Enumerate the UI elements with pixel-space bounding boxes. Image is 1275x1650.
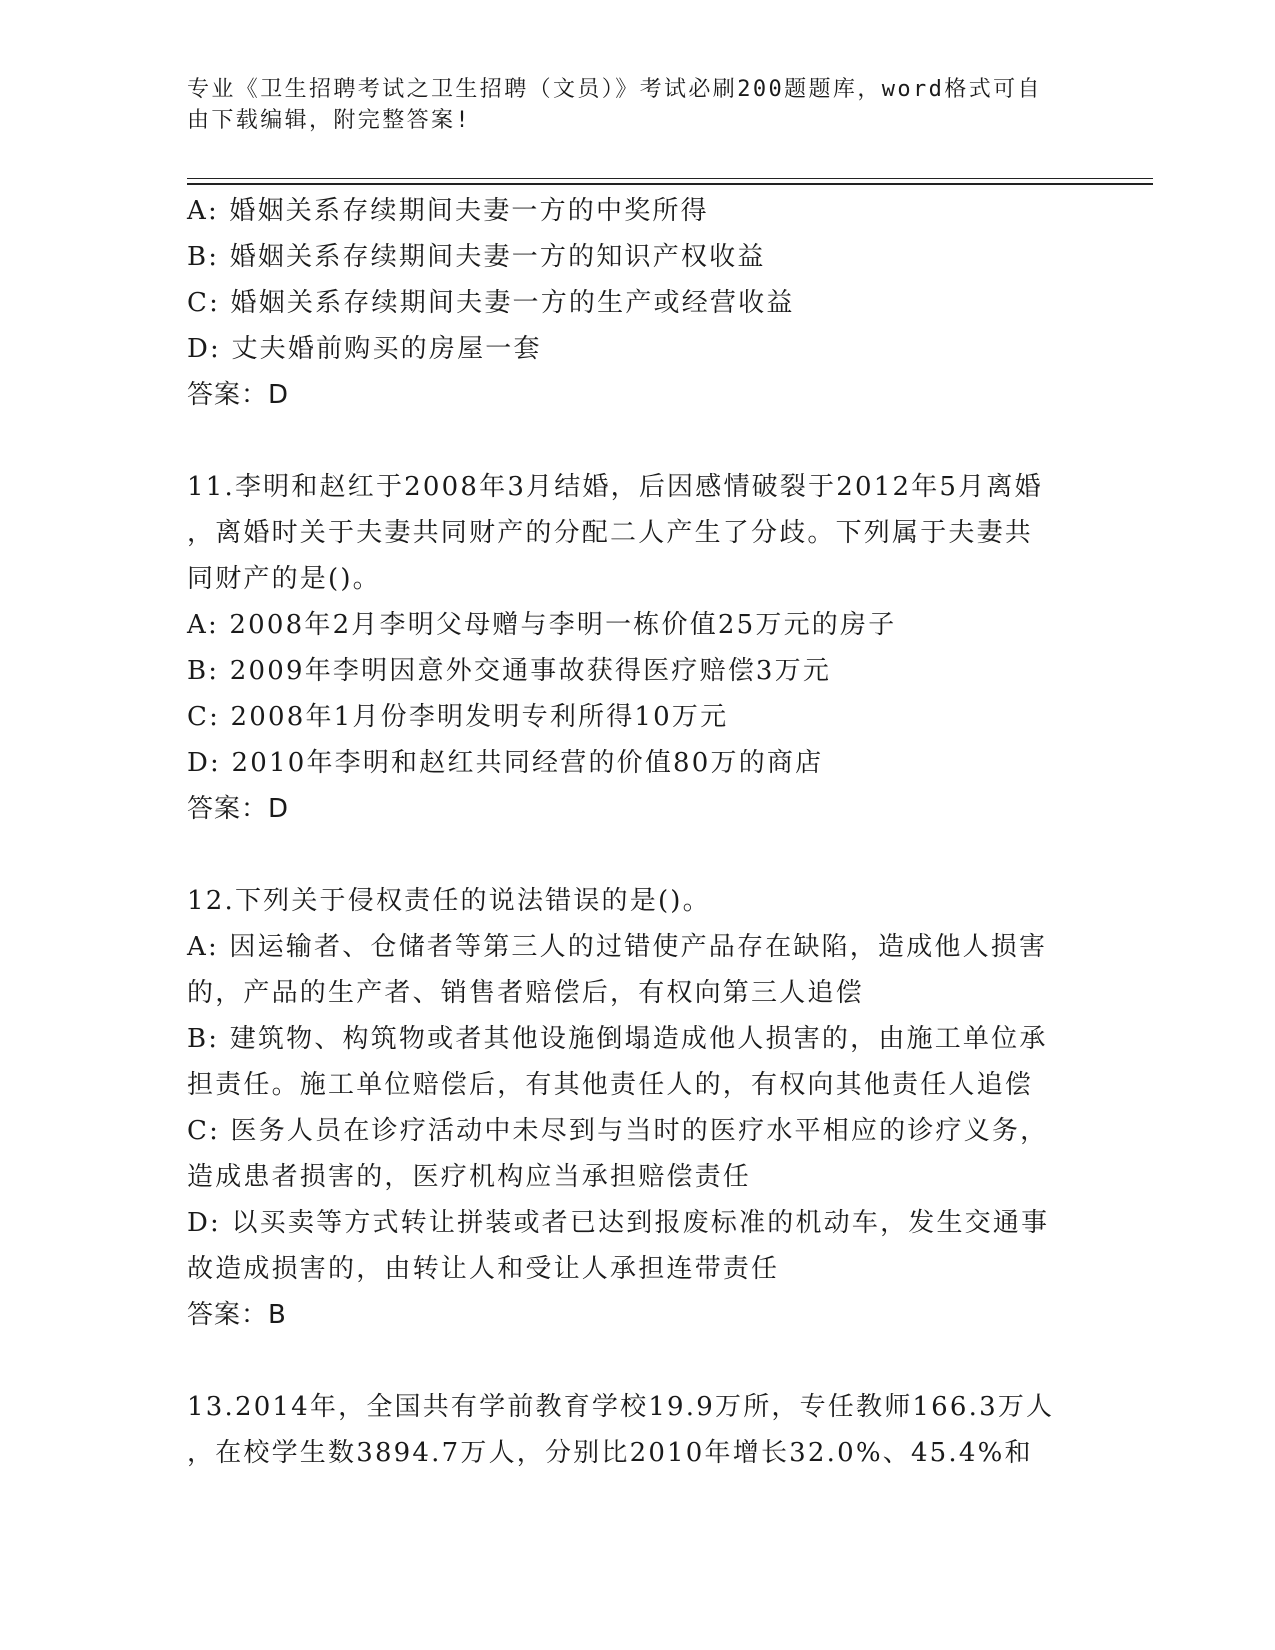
q13-stem-line-1: 13.2014年，全国共有学前教育学校19.9万所，专任教师166.3万人	[187, 1392, 1055, 1422]
q10-answer: 答案：D	[187, 380, 290, 410]
header-rule-thin	[187, 178, 1153, 179]
question-13	[187, 1384, 1087, 1476]
q11-option-c: C: 2008年1月份李明发明专利所得10万元	[187, 702, 729, 732]
spacer	[187, 832, 1087, 878]
q11-stem-line-3: 同财产的是()。	[187, 564, 381, 594]
q10-option-c: C: 婚姻关系存续期间夫妻一方的生产或经营收益	[187, 288, 795, 318]
spacer	[187, 1338, 1087, 1384]
spacer	[187, 418, 1087, 464]
header-rule-thick	[187, 183, 1153, 185]
header-line-1: 专业《卫生招聘考试之卫生招聘（文员）》考试必刷200题题库，word格式可自	[187, 77, 1042, 102]
q11-stem-line-2: ，离婚时关于夫妻共同财产的分配二人产生了分歧。下列属于夫妻共	[187, 518, 1034, 548]
q10-option-b: B: 婚姻关系存续期间夫妻一方的知识产权收益	[187, 242, 766, 272]
q12-answer: 答案：B	[187, 1300, 287, 1330]
q11-answer: 答案：D	[187, 794, 290, 824]
q11-option-d: D: 2010年李明和赵红共同经营的价值80万的商店	[187, 748, 824, 778]
document-body	[187, 188, 1087, 1476]
question-12	[187, 878, 1087, 1338]
question-10	[187, 188, 1087, 418]
q13-stem-line-2: ，在校学生数3894.7万人，分别比2010年增长32.0%、45.4%和	[187, 1438, 1033, 1468]
header-line-2: 由下载编辑，附完整答案!	[187, 108, 472, 133]
q11-option-b: B: 2009年李明因意外交通事故获得医疗赔偿3万元	[187, 656, 832, 686]
q12-option-b-line-2: 担责任。施工单位赔偿后，有其他责任人的，有权向其他责任人追偿	[187, 1070, 1034, 1100]
q12-option-a-line-2: 的，产品的生产者、销售者赔偿后，有权向第三人追偿	[187, 978, 864, 1008]
document-header	[187, 74, 1087, 136]
q12-option-c-line-2: 造成患者损害的，医疗机构应当承担赔偿责任	[187, 1162, 752, 1192]
q12-option-d-line-2: 故造成损害的，由转让人和受让人承担连带责任	[187, 1254, 780, 1284]
question-11	[187, 464, 1087, 832]
q10-option-d: D: 丈夫婚前购买的房屋一套	[187, 334, 542, 364]
q12-option-c-line-1: C: 医务人员在诊疗活动中未尽到与当时的医疗水平相应的诊疗义务，	[187, 1116, 1049, 1146]
q11-stem-line-1: 11.李明和赵红于2008年3月结婚，后因感情破裂于2012年5月离婚	[187, 472, 1043, 502]
q10-option-a: A: 婚姻关系存续期间夫妻一方的中奖所得	[187, 196, 709, 226]
q12-option-d-line-1: D: 以买卖等方式转让拼装或者已达到报废标准的机动车，发生交通事	[187, 1208, 1050, 1238]
q12-option-a-line-1: A: 因运输者、仓储者等第三人的过错使产品存在缺陷，造成他人损害	[187, 932, 1048, 962]
q12-option-b-line-1: B: 建筑物、构筑物或者其他设施倒塌造成他人损害的，由施工单位承	[187, 1024, 1048, 1054]
q11-option-a: A: 2008年2月李明父母赠与李明一栋价值25万元的房子	[187, 610, 897, 640]
q12-stem-line-1: 12.下列关于侵权责任的说法错误的是()。	[187, 886, 711, 916]
